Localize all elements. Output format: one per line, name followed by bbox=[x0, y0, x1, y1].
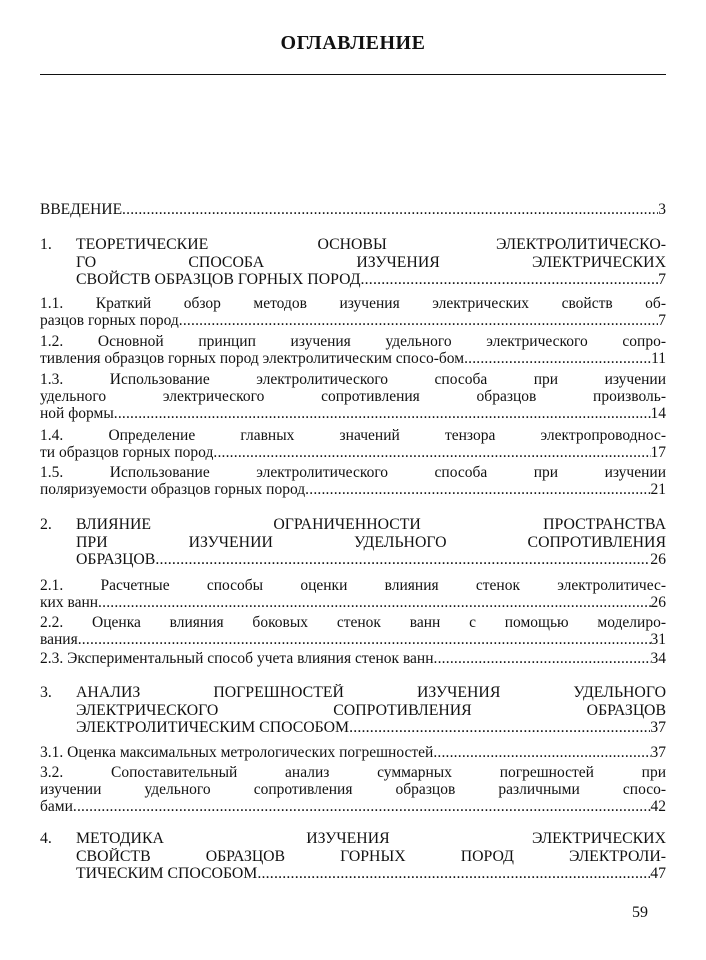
leader-dots bbox=[78, 631, 651, 648]
toc-entry-text: ОБРАЗЦОВ bbox=[76, 551, 156, 569]
toc-entry-2-2[interactable] bbox=[40, 614, 666, 648]
toc-entry-2-1[interactable] bbox=[40, 577, 666, 611]
toc-entry-intro[interactable] bbox=[40, 201, 666, 218]
toc-page-number: 37 bbox=[650, 744, 666, 761]
section-number: 1. bbox=[40, 236, 52, 253]
toc-entry-text: ЭЛЕКТРОЛИТИЧЕСКИМ СПОСОБОМ bbox=[76, 719, 350, 737]
toc-line: 1.5. Использование электролитического способа при изучении bbox=[40, 464, 666, 481]
toc-line: 1.4. Определение главных значений тензора электропроводнос- bbox=[40, 427, 666, 444]
toc-entry-text: ти образцов горных пород bbox=[40, 444, 214, 462]
toc-entry-text: 3.1. Оценка максимальных метрологических погрешностей bbox=[40, 744, 434, 761]
toc-entry-text: тивления образцов горных пород электролитическим спосо-бом bbox=[40, 350, 465, 368]
leader-dots bbox=[155, 551, 650, 569]
leader-dots bbox=[179, 312, 658, 329]
toc-entry-1-2[interactable] bbox=[40, 333, 666, 367]
toc-entry-text: ВВЕДЕНИЕ bbox=[40, 201, 123, 218]
toc-page-number: 34 bbox=[650, 650, 666, 667]
toc-line: 2.2. Оценка влияния боковых стенок ванн с помощью моделиро- bbox=[40, 614, 666, 631]
toc-page-number: 31 bbox=[650, 631, 666, 649]
title-rule bbox=[40, 74, 666, 75]
leader-dots bbox=[305, 481, 650, 498]
toc-page-number: 37 bbox=[650, 719, 666, 737]
leader-dots bbox=[434, 650, 651, 667]
section-number: 3. bbox=[40, 684, 52, 701]
leader-dots bbox=[73, 798, 651, 815]
section-number: 2. bbox=[40, 516, 52, 533]
toc-page-number: 7 bbox=[658, 312, 666, 330]
toc-entry-text: 2.3. Экспериментальный способ учета влияния стенок ванн bbox=[40, 650, 434, 667]
toc-entry-text: ТИЧЕСКИМ СПОСОБОМ bbox=[76, 865, 258, 883]
toc-page-number: 26 bbox=[650, 594, 666, 612]
toc-entry-text: разцов горных пород bbox=[40, 312, 179, 330]
toc-entry-1-3[interactable] bbox=[40, 371, 666, 423]
toc-entry-text: СВОЙСТВ ОБРАЗЦОВ ГОРНЫХ ПОРОД bbox=[76, 271, 361, 289]
toc-line: ПРИ ИЗУЧЕНИИ УДЕЛЬНОГО СОПРОТИВЛЕНИЯ bbox=[76, 533, 666, 551]
toc-entry-text: поляризуемости образцов горных пород bbox=[40, 481, 306, 499]
toc-page-number: 17 bbox=[650, 444, 666, 462]
toc-line: 1.1. Краткий обзор методов изучения электрических свойств об- bbox=[40, 295, 666, 312]
toc-line: ЭЛЕКТРИЧЕСКОГО СОПРОТИВЛЕНИЯ ОБРАЗЦОВ bbox=[76, 701, 666, 719]
leader-dots bbox=[98, 594, 650, 611]
toc-entry-1-4[interactable] bbox=[40, 427, 666, 461]
toc-entry-text: вания bbox=[40, 631, 78, 649]
toc-page-number: 42 bbox=[650, 798, 666, 816]
toc-line: СВОЙСТВ ОБРАЗЦОВ ГОРНЫХ ПОРОД ЭЛЕКТРОЛИ- bbox=[76, 847, 666, 865]
toc-section-1[interactable] bbox=[40, 236, 666, 289]
toc-entry-text: бами bbox=[40, 798, 73, 816]
toc-line: АНАЛИЗ ПОГРЕШНОСТЕЙ ИЗУЧЕНИЯ УДЕЛЬНОГО bbox=[76, 684, 666, 701]
toc-entry-text: ной формы bbox=[40, 405, 114, 423]
toc-line: 2.1. Расчетные способы оценки влияния стенок электролитичес- bbox=[40, 577, 666, 594]
leader-dots bbox=[433, 744, 650, 761]
leader-dots bbox=[349, 719, 650, 737]
toc-line: изучении удельного сопротивления образцов различными спосо- bbox=[40, 781, 666, 799]
toc-page-number: 14 bbox=[650, 405, 666, 423]
toc-line: ГО СПОСОБА ИЗУЧЕНИЯ ЭЛЕКТРИЧЕСКИХ bbox=[76, 253, 666, 271]
toc-line: 1.2. Основной принцип изучения удельного электрического сопро- bbox=[40, 333, 666, 350]
page-number: 59 bbox=[632, 904, 648, 921]
toc-page-number: 3 bbox=[658, 201, 666, 218]
leader-dots bbox=[464, 350, 651, 367]
toc-page-number: 21 bbox=[650, 481, 666, 499]
toc-entry-3-2[interactable] bbox=[40, 764, 666, 816]
page-title: ОГЛАВЛЕНИЕ bbox=[280, 32, 426, 54]
leader-dots bbox=[361, 271, 659, 289]
toc-line: МЕТОДИКА ИЗУЧЕНИЯ ЭЛЕКТРИЧЕСКИХ bbox=[76, 830, 666, 847]
leader-dots bbox=[122, 201, 658, 218]
toc-line: 1.3. Использование электролитического способа при изучении bbox=[40, 371, 666, 388]
toc-entry-2-3[interactable] bbox=[40, 650, 666, 667]
toc-line: удельного электрического сопротивления образцов произволь- bbox=[40, 388, 666, 406]
toc-page-number: 26 bbox=[650, 551, 666, 569]
leader-dots bbox=[257, 865, 650, 883]
toc-section-2[interactable] bbox=[40, 516, 666, 569]
toc-page-number: 11 bbox=[651, 350, 666, 368]
leader-dots bbox=[213, 444, 650, 461]
toc-line: 3.2. Сопоставительный анализ суммарных погрешностей при bbox=[40, 764, 666, 781]
toc-entry-3-1[interactable] bbox=[40, 744, 666, 761]
section-number: 4. bbox=[40, 830, 52, 847]
leader-dots bbox=[114, 405, 651, 422]
toc-entry-1-1[interactable] bbox=[40, 295, 666, 329]
toc-entry-text: ких ванн bbox=[40, 594, 99, 612]
toc-section-4[interactable] bbox=[40, 830, 666, 883]
toc-page-number: 7 bbox=[658, 271, 666, 289]
toc-line: ТЕОРЕТИЧЕСКИЕ ОСНОВЫ ЭЛЕКТРОЛИТИЧЕСКО- bbox=[76, 236, 666, 253]
toc-entry-1-5[interactable] bbox=[40, 464, 666, 498]
toc-line: ВЛИЯНИЕ ОГРАНИЧЕННОСТИ ПРОСТРАНСТВА bbox=[76, 516, 666, 533]
toc-section-3[interactable] bbox=[40, 684, 666, 737]
toc-page-number: 47 bbox=[650, 865, 666, 883]
